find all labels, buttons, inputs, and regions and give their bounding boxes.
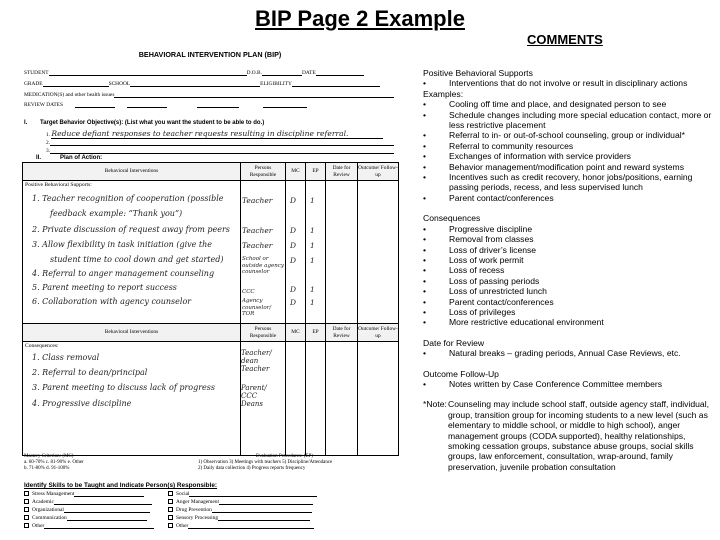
consequence-bullet: • Parent contact/conferences	[423, 296, 554, 307]
positive-supports-label: Positive Behavioral Supports:	[25, 182, 92, 188]
intervention-item: 3. Allow flexibility in task initiation (give the	[32, 240, 213, 249]
example-bullet: • Referral to community resources	[423, 140, 574, 151]
consequence-item: 4. Progressive discipline	[32, 399, 132, 408]
person-responsible: Teacher	[242, 226, 273, 235]
checkbox-icon[interactable]	[168, 515, 173, 520]
col-persons: Persons Responsible	[241, 324, 286, 342]
intervention-item: 2. Private discussion of request away from peers	[32, 225, 230, 234]
consequence-bullet: • Loss of work permit	[423, 254, 524, 265]
checkbox-icon[interactable]	[24, 523, 29, 528]
consequence-person: Parent/ CCC	[241, 384, 267, 401]
intervention-item: 4. Referral to anger management counseling	[32, 269, 215, 278]
evaluation-row-1: 1) Observation 3) Meetings with teachers 5) Discipline/Attendance	[198, 460, 333, 465]
bip-form	[22, 44, 398, 538]
consequence-bullet: • Removal from classes	[423, 234, 534, 245]
person-responsible: Teacher	[242, 241, 273, 250]
note-text: Counseling may include school staff, outside agency staff, individual, group, transition group for incoming students to a new level (such as elementary to middle school, or middle to high school), anger management groups (CODA supported), healthy relationships, smoking cessation groups, substance abuse groups, social skills groups, law enforcement, consultation, wrap-around, family preservation, juvenile probation consultation	[448, 399, 709, 472]
checkbox-icon[interactable]	[24, 515, 29, 520]
example-bullet: • Schedule changes including more special education contact, more or less restrictive placement	[423, 109, 712, 131]
mc-value: D	[290, 285, 297, 294]
checkbox-icon[interactable]	[168, 499, 173, 504]
consequence-item: 3. Parent meeting to discuss lack of progress	[32, 383, 215, 392]
col-ep: EP	[306, 163, 326, 181]
consequence-person: Deans	[241, 400, 264, 408]
review-dates-label: REVIEW DATES	[24, 102, 63, 108]
intervention-item: 1. Teacher recognition of cooperation (possible	[32, 194, 224, 203]
consequences-heading: Consequences	[423, 213, 481, 224]
ep-value: 1	[310, 241, 315, 250]
checkbox-icon[interactable]	[24, 491, 29, 496]
medication-label: MEDICATION(S) and other health issues	[24, 92, 115, 98]
checkbox-icon[interactable]	[24, 507, 29, 512]
example-bullet: • Cooling off time and place, and designated person to see	[423, 99, 667, 110]
ep-value: 1	[310, 256, 315, 265]
skill-checkbox[interactable]: Drug Prevention	[168, 507, 312, 513]
consequence-bullet: • Progressive discipline	[423, 223, 533, 234]
comments-title: COMMENTS	[527, 32, 603, 47]
checkbox-icon[interactable]	[24, 499, 29, 504]
student-label: STUDENT	[24, 70, 49, 76]
col-review: Date for Review	[326, 163, 358, 181]
col-mc: MC	[286, 163, 306, 181]
consequence-bullet: • Loss of recess	[423, 265, 505, 276]
example-bullet: • Incentives such as credit recovery, honor jobs/positions, earning passing periods, recess, and less supervised lunch	[423, 172, 693, 193]
review-heading: Date for Review	[423, 337, 485, 348]
grade-line	[24, 81, 380, 87]
col-ep: EP	[306, 324, 326, 342]
skill-checkbox[interactable]: Academic	[24, 499, 152, 505]
ep-value: 1	[310, 285, 315, 294]
skill-checkbox[interactable]: Social	[168, 491, 317, 497]
section-1-title: Target Behavior Objective(s): (List what you want the student to be able to do.)	[40, 120, 265, 126]
date-label: DATE	[302, 70, 316, 76]
consequence-bullet: • Loss of driver’s license	[423, 244, 537, 255]
consequence-item: 1. Class removal	[32, 353, 100, 362]
objective-1-text: Reduce defiant responses to teacher requests resulting in discipline referral.	[51, 129, 383, 139]
pbs-heading: Positive Behavioral Supports	[423, 68, 533, 78]
note-label: *Note:	[423, 399, 447, 410]
intervention-item: 5. Parent meeting to report success	[32, 283, 177, 292]
consequence-bullet: • Loss of privileges	[423, 306, 516, 317]
col-mc: MC	[286, 324, 306, 342]
objective-1: 1. Reduce defiant responses to teacher requests resulting in discipline referral.	[46, 129, 383, 139]
intervention-item: student time to cool down and get started)	[50, 255, 224, 264]
counseling-note	[423, 399, 715, 472]
mastery-row-1: a. 60-70% c. 81-90% e. Other	[24, 460, 84, 465]
person-responsible: CCC	[242, 289, 255, 295]
skill-checkbox[interactable]: Sensory Processing	[168, 515, 310, 521]
checkbox-icon[interactable]	[168, 523, 173, 528]
col-review: Date for Review	[326, 324, 358, 342]
mc-value: D	[290, 196, 297, 205]
col-interventions: Behavioral Interventions	[23, 324, 241, 342]
review-dates-line	[24, 102, 307, 108]
checkbox-icon[interactable]	[168, 491, 173, 496]
ep-value: 1	[310, 196, 315, 205]
section-2-title: Plan of Action:	[60, 155, 103, 161]
mc-value: D	[290, 298, 297, 307]
intervention-item: 6. Collaboration with agency counselor	[32, 297, 192, 306]
col-outcome: Outcome/ Follow-up	[358, 324, 399, 342]
consequence-item: 2. Referral to dean/principal	[32, 368, 148, 377]
mastery-criterion-label: Mastery Criterion: (MC)	[24, 454, 74, 459]
skill-checkbox[interactable]: Communication	[24, 515, 147, 521]
review-bullet: • Natural breaks – grading periods, Annual Case Reviews, etc.	[423, 348, 681, 359]
intervention-item: feedback example: “Thank you”)	[50, 209, 183, 218]
grade-label: GRADE	[24, 81, 43, 87]
section-2-number: II.	[36, 155, 42, 161]
col-outcome: Outcome/ Follow-up	[358, 163, 399, 181]
evaluation-row-2: 2) Daily data collection 4) Progress reports frequency	[198, 466, 306, 471]
school-label: SCHOOL	[108, 81, 131, 87]
student-line	[24, 70, 364, 76]
eligibility-label: ELIGIBILITY	[260, 81, 292, 87]
consequence-bullet: • More restrictive educational environment	[423, 317, 604, 328]
objective-3: 3.	[46, 148, 394, 154]
objective-2: 2.	[46, 140, 394, 146]
person-responsible: School or outside agency counselor	[242, 256, 284, 275]
col-persons: Persons Responsible	[241, 163, 286, 181]
outcome-heading: Outcome Follow-Up	[423, 368, 499, 379]
example-bullet: • Parent contact/conferences	[423, 192, 554, 203]
skills-title: Identify Skills to be Taught and Indicate Person(s) Responsible:	[24, 482, 218, 489]
skill-checkbox[interactable]: Other	[168, 523, 314, 529]
person-responsible: Agency counselor/ TOR	[242, 298, 272, 317]
dob-label: D.O.B.	[246, 70, 262, 76]
evaluation-label: Evaluation Procedures: (EP)	[256, 454, 313, 459]
examples-heading: Examples:	[423, 88, 464, 99]
consequences-label: Consequences:	[25, 343, 59, 349]
person-responsible: Teacher	[242, 196, 273, 205]
section-1-number: I.	[24, 120, 28, 126]
ep-value: 1	[310, 298, 315, 307]
consequence-person: Teacher/ dean	[241, 349, 272, 366]
mc-value: D	[290, 241, 297, 250]
ep-value: 1	[310, 226, 315, 235]
example-bullet: • Behavior management/modification point and reward systems	[423, 161, 685, 172]
slide-title: BIP Page 2 Example	[255, 6, 465, 31]
comments-panel	[423, 68, 715, 472]
example-bullet: • Exchanges of information with service providers	[423, 151, 631, 162]
example-bullet: • Referral to in- or out-of-school counseling, group or individual*	[423, 130, 685, 141]
skill-checkbox[interactable]: Organizational	[24, 507, 150, 513]
consequence-person: Teacher	[241, 365, 270, 373]
consequence-bullet: • Loss of unrestricted lunch	[423, 286, 547, 297]
skill-checkbox[interactable]: Anger Management	[168, 499, 313, 505]
mc-value: D	[290, 226, 297, 235]
medication-line	[24, 92, 394, 98]
checkbox-icon[interactable]	[168, 507, 173, 512]
skill-checkbox[interactable]: Other	[24, 523, 154, 529]
consequence-bullet: • Loss of passing periods	[423, 275, 540, 286]
mastery-row-2: b. 71-80% d. 91-100%	[24, 466, 70, 471]
outcome-bullet: • Notes written by Case Conference Committee members	[423, 378, 663, 389]
mc-value: D	[290, 256, 297, 265]
form-title: BEHAVIORAL INTERVENTION PLAN (BIP)	[138, 50, 282, 59]
skill-checkbox[interactable]: Stress Management	[24, 491, 144, 497]
col-interventions: Behavioral Interventions	[23, 163, 241, 181]
pbs-bullet: • Interventions that do not involve or result in disciplinary actions	[423, 78, 688, 89]
